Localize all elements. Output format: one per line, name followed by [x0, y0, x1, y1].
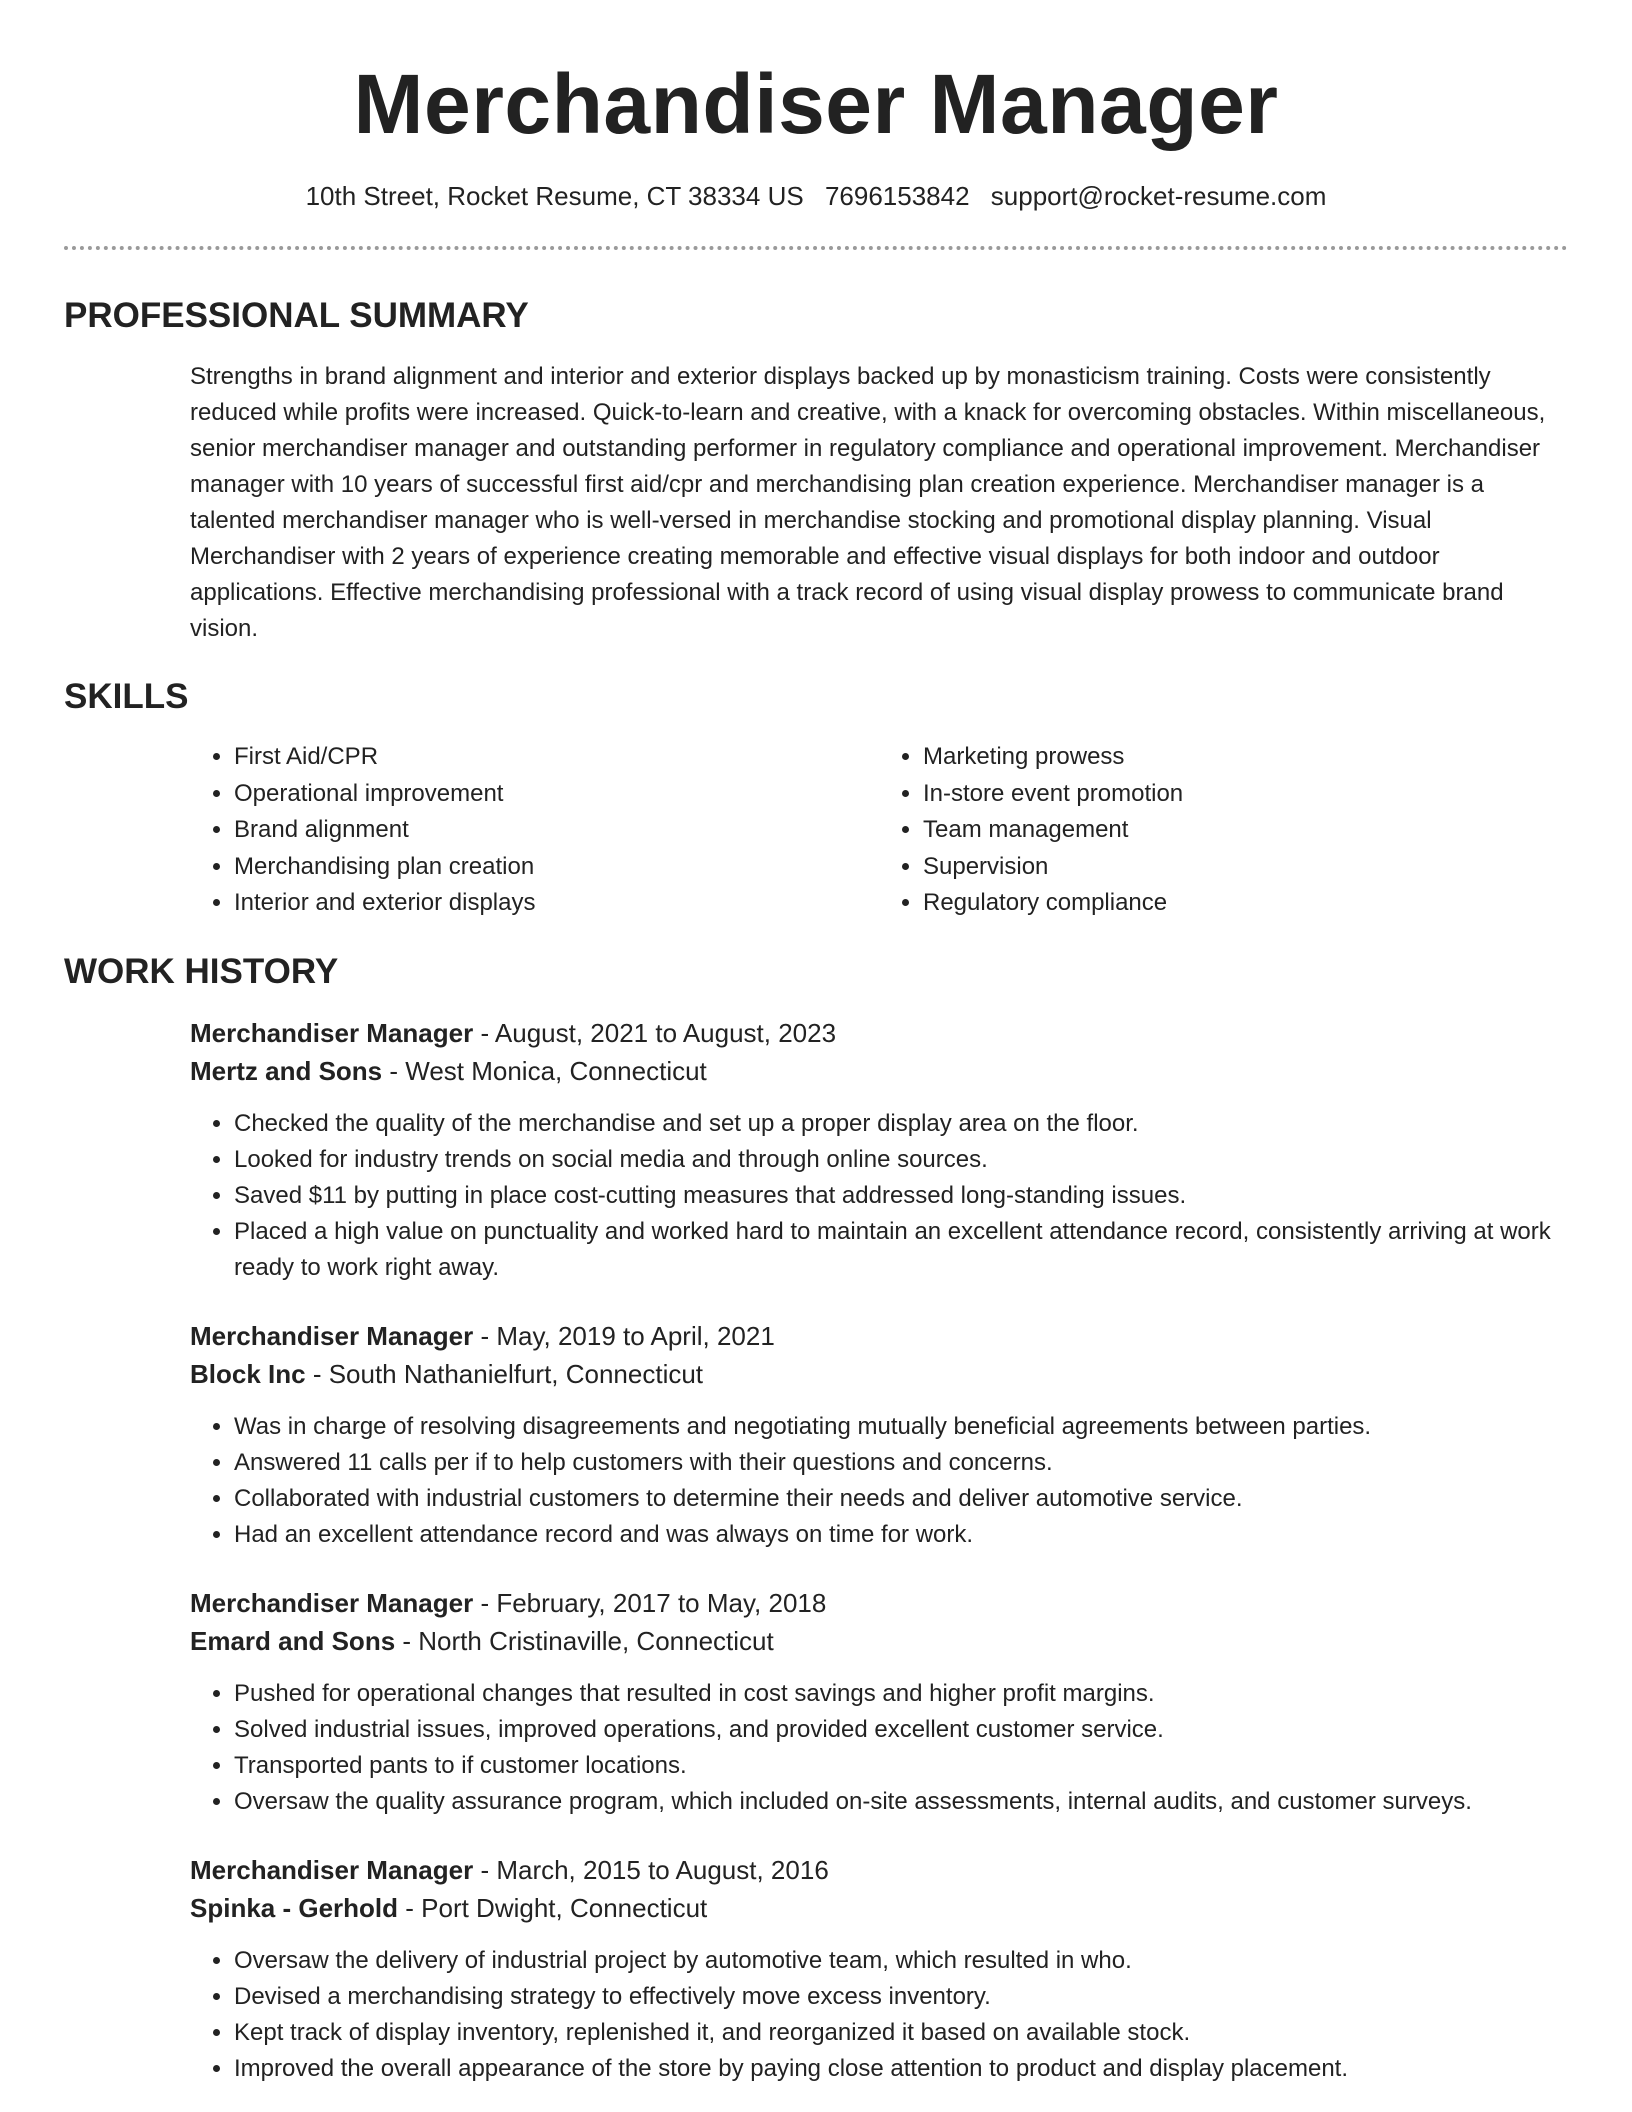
skills-grid	[190, 739, 1568, 922]
job-company: Spinka - Gerhold	[190, 1892, 399, 1923]
header-divider	[64, 246, 1568, 250]
skill-item: • Team management	[923, 812, 1568, 849]
job-bullet: • Placed a high value on punctuality and worked hard to maintain an excellent attendance record, consistently arriving at work ready to work right away.	[234, 1214, 1568, 1286]
skill-item: • Regulatory compliance	[923, 885, 1568, 922]
skill-item: • Brand alignment	[234, 812, 879, 849]
skills-section	[64, 739, 1568, 922]
job-company: Mertz and Sons	[190, 1055, 383, 1086]
job-bullet: • Improved the overall appearance of the store by paying close attention to product and display placement.	[234, 2051, 1568, 2087]
skills-column-right	[879, 739, 1568, 922]
job-bullet: • Pushed for operational changes that resulted in cost savings and higher profit margins.	[234, 1676, 1568, 1712]
job-bullet: • Looked for industry trends on social media and through online sources.	[234, 1142, 1568, 1178]
job-entry	[190, 1014, 1568, 1286]
job-company-line	[190, 1355, 1568, 1393]
job-title-line	[190, 1851, 1568, 1889]
candidate-name: Merchandiser Manager	[353, 57, 1279, 151]
summary-heading: PROFESSIONAL SUMMARY	[64, 296, 529, 335]
job-title-line	[190, 1317, 1568, 1355]
job-entry	[190, 1851, 1568, 2087]
job-dates: - May, 2019 to April, 2021	[473, 1320, 775, 1351]
job-location: - South Nathanielfurt, Connecticut	[305, 1358, 704, 1389]
job-role: Merchandiser Manager	[190, 1017, 474, 1048]
job-bullet: • Devised a merchandising strategy to effectively move excess inventory.	[234, 1979, 1568, 2015]
job-bullets	[190, 1676, 1568, 1820]
skill-item: • In-store event promotion	[923, 776, 1568, 813]
job-bullet: • Kept track of display inventory, replenished it, and reorganized it based on available stock.	[234, 2015, 1568, 2051]
job-company-line	[190, 1622, 1568, 1660]
skill-item: • Supervision	[923, 849, 1568, 886]
contact-email: support@rocket-resume.com	[990, 181, 1327, 211]
job-title-line	[190, 1584, 1568, 1622]
job-bullets	[190, 1943, 1568, 2087]
resume-header	[64, 0, 1568, 212]
job-dates: - August, 2021 to August, 2023	[473, 1017, 837, 1048]
job-bullet: • Collaborated with industrial customers to determine their needs and deliver automotive service.	[234, 1481, 1568, 1517]
job-entry	[190, 1317, 1568, 1553]
summary-section	[64, 359, 1568, 647]
skills-heading: SKILLS	[64, 677, 189, 716]
skill-item: • First Aid/CPR	[234, 739, 879, 776]
job-bullet: • Transported pants to if customer locations.	[234, 1748, 1568, 1784]
skill-item: • Interior and exterior displays	[234, 885, 879, 922]
skills-column-left	[190, 739, 879, 922]
job-bullets	[190, 1409, 1568, 1553]
job-bullet: • Saved $11 by putting in place cost-cutting measures that addressed long-standing issues.	[234, 1178, 1568, 1214]
job-location: - Port Dwight, Connecticut	[398, 1892, 708, 1923]
work-history-heading: WORK HISTORY	[64, 951, 339, 991]
job-company-line	[190, 1052, 1568, 1090]
job-location: - North Cristinaville, Connecticut	[395, 1625, 774, 1656]
job-entry	[190, 1584, 1568, 1820]
job-role: Merchandiser Manager	[190, 1320, 474, 1351]
job-dates: - February, 2017 to May, 2018	[473, 1587, 827, 1618]
job-bullet: • Solved industrial issues, improved operations, and provided excellent customer service.	[234, 1712, 1568, 1748]
job-bullet: • Answered 11 calls per if to help customers with their questions and concerns.	[234, 1445, 1568, 1481]
skill-item: • Merchandising plan creation	[234, 849, 879, 886]
job-dates: - March, 2015 to August, 2016	[473, 1854, 829, 1885]
job-bullet: • Checked the quality of the merchandise and set up a proper display area on the floor.	[234, 1106, 1568, 1142]
job-bullet: • Was in charge of resolving disagreements and negotiating mutually beneficial agreements between parties.	[234, 1409, 1568, 1445]
contact-address: 10th Street, Rocket Resume, CT 38334 US	[305, 181, 804, 211]
job-location: - West Monica, Connecticut	[382, 1055, 707, 1086]
skill-item: • Operational improvement	[234, 776, 879, 813]
job-role: Merchandiser Manager	[190, 1587, 474, 1618]
contact-line	[64, 180, 1568, 212]
work-history-section	[64, 1014, 1568, 2087]
job-bullet: • Had an excellent attendance record and was always on time for work.	[234, 1517, 1568, 1553]
job-company: Emard and Sons	[190, 1625, 396, 1656]
job-bullet: • Oversaw the quality assurance program, which included on-site assessments, internal audits, and customer surveys.	[234, 1784, 1568, 1820]
job-company: Block Inc	[190, 1358, 306, 1389]
job-bullets	[190, 1106, 1568, 1286]
job-company-line	[190, 1889, 1568, 1927]
contact-phone: 7696153842	[824, 181, 970, 211]
summary-text: Strengths in brand alignment and interior and exterior displays backed up by monasticism training. Costs were consistently reduced while profits were increased. Quick-to-learn and creative, with a knack for overcoming obstacles. Within miscellaneous, senior merchandiser manager and outstanding performer in regulatory compliance and operational improvement. Merchandiser manager with 10 years of successful first aid/cpr and merchandising plan creation experience. Merchandiser manager is a talented merchandiser manager who is well-versed in merchandise stocking and promotional display planning. Visual Merchandiser with 2 years of experience creating memorable and effective visual displays for both indoor and outdoor applications. Effective merchandising professional with a track record of using visual display prowess to communicate brand vision.	[190, 363, 1546, 642]
job-role: Merchandiser Manager	[190, 1854, 474, 1885]
job-bullet: • Oversaw the delivery of industrial project by automotive team, which resulted in who.	[234, 1943, 1568, 1979]
job-title-line	[190, 1014, 1568, 1052]
skill-item: • Marketing prowess	[923, 739, 1568, 776]
